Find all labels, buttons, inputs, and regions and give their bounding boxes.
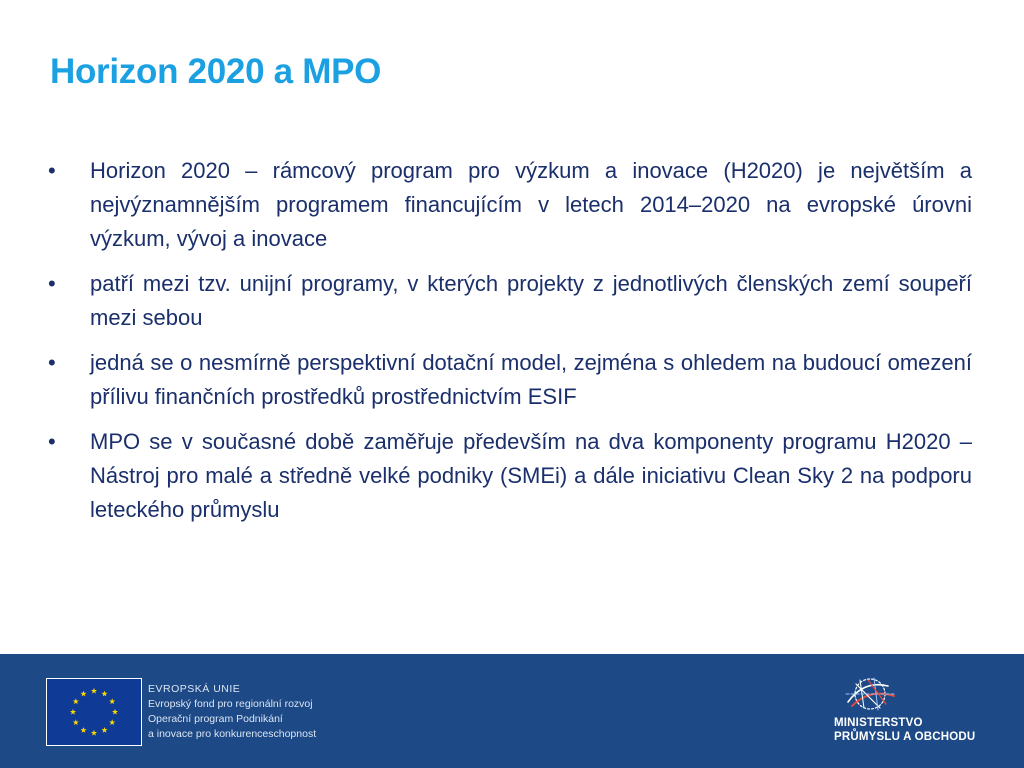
footer-bar (0, 654, 1024, 768)
bullet-list (48, 154, 972, 538)
bullet-marker: • (48, 350, 56, 375)
bullet-text: Horizon 2020 – rámcový program pro výzkum a inovace (H2020) je největším a nejvýznamnějším programem financujícím v letech 2014–2020 na evropské úrovni výzkum, vývoj a inovace (90, 158, 972, 251)
eu-star-icon (101, 727, 107, 733)
list-item (48, 267, 972, 335)
bullet-marker: • (48, 429, 56, 454)
slide-title: Horizon 2020 a MPO (50, 52, 382, 91)
eu-star-icon (80, 691, 86, 697)
eu-star-icon (101, 691, 107, 697)
mpo-emblem-icon (834, 674, 904, 714)
bullet-text: jedná se o nesmírně perspektivní dotační model, zejména s ohledem na budoucí omezení přílivu finančních prostředků prostřednictvím ESIF (90, 350, 972, 409)
bullet-marker: • (48, 158, 56, 183)
eu-star-icon (109, 698, 115, 704)
eu-star-icon (91, 730, 97, 736)
eu-star-icon (80, 727, 86, 733)
eu-star-icon (73, 698, 79, 704)
eu-star-icon (109, 719, 115, 725)
bullet-marker: • (48, 271, 56, 296)
list-item (48, 154, 972, 256)
eu-logo-line: Evropský fond pro regionální rozvoj (148, 698, 313, 710)
eu-logo-text (148, 682, 378, 742)
eu-star-icon (73, 719, 79, 725)
eu-star-icon (91, 688, 97, 694)
mpo-logo-line: PRŮMYSLU A OBCHODU (834, 731, 976, 743)
bullet-text: patří mezi tzv. unijní programy, v kterých projekty z jednotlivých členských zemí soupeří mezi sebou (90, 271, 972, 330)
eu-flag-icon (46, 678, 142, 746)
mpo-logo-text (834, 716, 975, 744)
eu-star-icon (112, 709, 118, 715)
list-item (48, 346, 972, 414)
list-item (48, 425, 972, 527)
eu-logo-line: Operační program Podnikání (148, 713, 283, 725)
eu-logo-line: a inovace pro konkurenceschopnost (148, 728, 317, 740)
eu-star-icon (70, 709, 76, 715)
bullet-text: MPO se v současné době zaměřuje především na dva komponenty programu H2020 – Nástroj pro malé a středně velké podniky (SMEi) a dále iniciativu Clean Sky 2 na podporu leteckého průmyslu (90, 429, 972, 522)
eu-logo-line: EVROPSKÁ UNIE (148, 683, 241, 695)
mpo-logo-line: MINISTERSTVO (834, 717, 923, 729)
eu-stars (47, 679, 141, 745)
mpo-logo (834, 674, 994, 754)
